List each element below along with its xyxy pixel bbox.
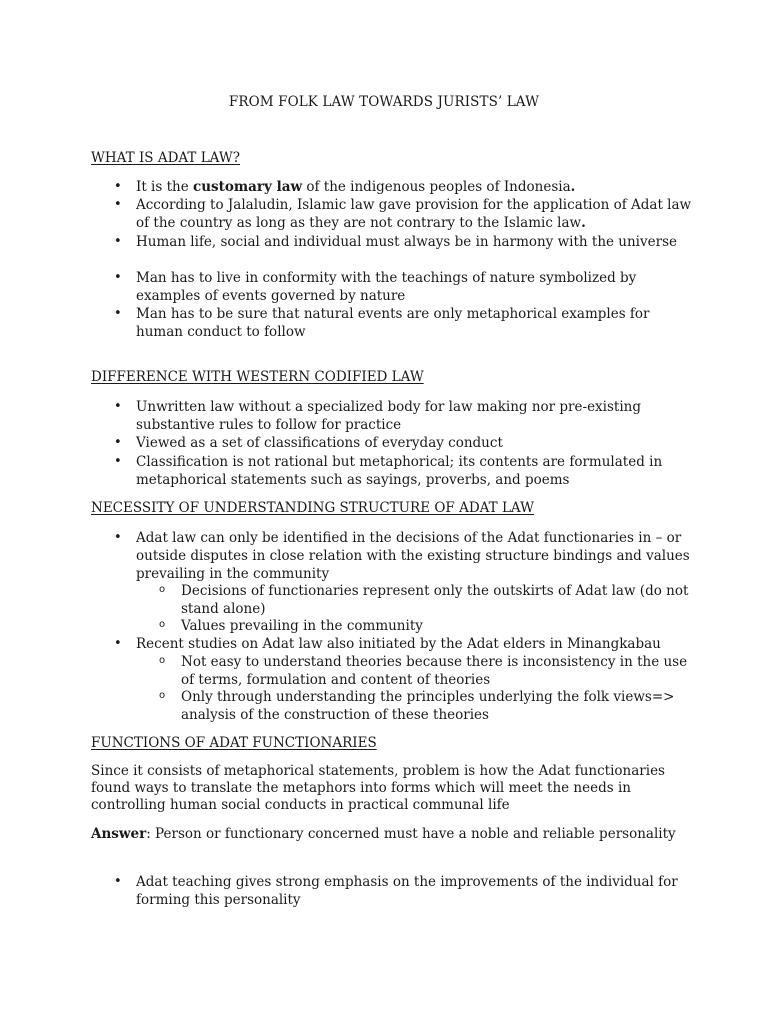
bold-period: . — [570, 179, 576, 195]
list-item: • Adat law can only be identified in the decisions of the Adat functionaries in – or outside disputes in close relation with the existing structure bindings and values prevailing in the community — [136, 529, 696, 583]
section-heading-functions-of-adat-functionaries: FUNCTIONS OF ADAT FUNCTIONARIES — [91, 735, 377, 751]
sub-list-item: o Values prevailing in the community — [181, 617, 691, 635]
answer-paragraph — [91, 826, 691, 843]
list-item: • Unwritten law without a specialized body for law making nor pre-existing substantive rules to follow for practice — [136, 398, 696, 434]
sub-list-item: o Decisions of functionaries represent only the outskirts of Adat law (do not stand alone) — [181, 582, 691, 618]
list-item-text: It is the — [136, 179, 193, 195]
list-item: • Adat teaching gives strong emphasis on the improvements of the individual for forming this personality — [136, 873, 696, 909]
list-item: • Man has to live in conformity with the teachings of nature symbolized by examples of events governed by nature — [136, 269, 696, 305]
list-item: • Recent studies on Adat law also initiated by the Adat elders in Minangkabau — [136, 635, 696, 653]
section-heading-what-is-adat-law: WHAT IS ADAT LAW? — [91, 150, 240, 166]
list-item — [136, 196, 696, 232]
sub-list-item: o Not easy to understand theories because there is inconsistency in the use of terms, formulation and content of theories — [181, 653, 691, 689]
list-item-text: According to Jalaludin, Islamic law gave provision for the application of Adat law of the country as long as they are not contrary to the Islamic law — [136, 197, 692, 231]
list-item-text: of the indigenous peoples of Indonesia — [302, 179, 571, 195]
list-item — [136, 178, 696, 196]
list-item: • Human life, social and individual must always be in harmony with the universe — [136, 233, 696, 251]
bold-period: . — [581, 215, 586, 231]
list-item: • Viewed as a set of classifications of everyday conduct — [136, 434, 696, 452]
list-item: • Man has to be sure that natural events are only metaphorical examples for human conduct to follow — [136, 305, 696, 341]
bold-term: customary law — [193, 179, 303, 195]
answer-label: Answer — [91, 826, 147, 842]
section-heading-necessity-of-understanding-structure: NECESSITY OF UNDERSTANDING STRUCTURE OF ADAT LAW — [91, 500, 534, 516]
list-item: • Classification is not rational but metaphorical; its contents are formulated in metaphorical statements such as sayings, proverbs, and poems — [136, 453, 696, 489]
document-title: FROM FOLK LAW TOWARDS JURISTS’ LAW — [228, 94, 540, 110]
answer-text: : Person or functionary concerned must have a noble and reliable personality — [146, 826, 676, 842]
sub-list-item: o Only through understanding the principles underlying the folk views=> analysis of the construction of these theories — [181, 688, 691, 724]
body-paragraph: Since it consists of metaphorical statements, problem is how the Adat functionaries found ways to translate the metaphors into forms which will meet the needs in controlling human social conducts in practical communal life — [91, 763, 665, 813]
section-heading-difference-with-western-codified-law: DIFFERENCE WITH WESTERN CODIFIED LAW — [91, 369, 424, 385]
